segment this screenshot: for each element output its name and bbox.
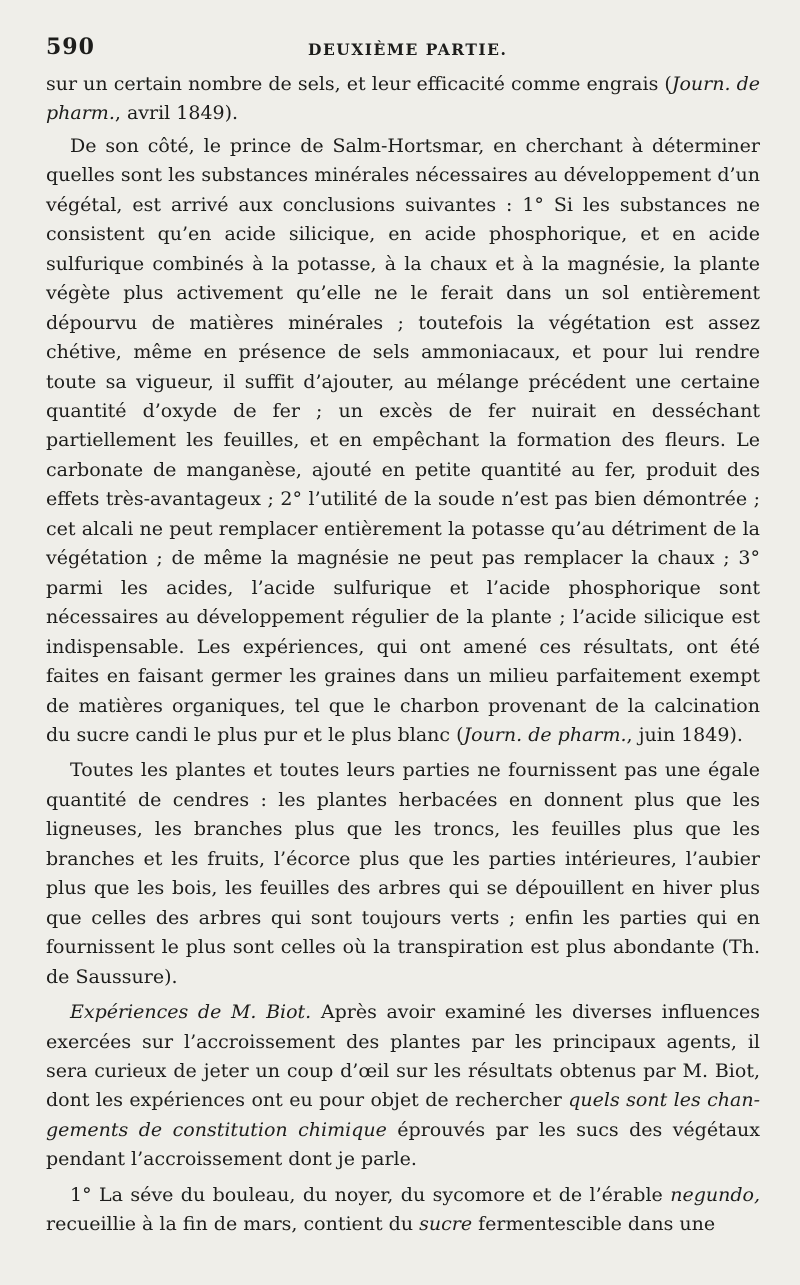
text-run: sur un certain nombre de sels, et leur efficacité comme engrais ( xyxy=(46,73,672,95)
paragraph-seve-bouleau xyxy=(46,1181,760,1240)
paragraph-salm-hortsmar xyxy=(46,132,760,751)
italic-text: sucre xyxy=(419,1213,473,1236)
text-run: Toutes les plantes et toutes leurs parties ne fournissent pas une égale quantité de cendres : les plantes herbacées en donnent plus que les ligneuses, les branches plus que les troncs, les feuilles plus que les branches et les fruits, l’écorce plus que les parties intérieures, l’aubier plus que les bois, les feuilles des arbres qui se dépouillent en hiver plus que celles des arbres qui sont toujours verts ; enfin les parties qui en fournissent le plus sont celles où la transpiration est plus abondante (Th. de Saussure). xyxy=(46,759,760,988)
text-run: fermentescible dans une xyxy=(472,1213,716,1236)
text-run: éprouvés par les sucs des végétaux pendant l’accroissement dont je parle. xyxy=(46,1118,760,1171)
page-header xyxy=(46,34,758,64)
italic-text: Journ. de pharm. xyxy=(46,73,760,125)
paragraph-experiences-biot xyxy=(46,998,760,1175)
body-text xyxy=(46,70,760,1240)
text-run: , avril 1849). xyxy=(114,102,239,125)
page-number: 590 xyxy=(46,34,95,60)
italic-text: Expériences de M. Biot. xyxy=(70,1001,312,1024)
italic-text: negundo, xyxy=(670,1183,760,1206)
running-title: DEUXIÈME PARTIE. xyxy=(308,40,508,59)
text-run: Après avoir examiné les diverses influences exercées sur l’accroissement des plantes par les principaux agents, il sera curieux de jeter un coup d’œil sur les résultats obtenus par M. Biot, dont les expériences ont eu pour objet de rechercher xyxy=(46,1001,760,1112)
text-run: , juin 1849). xyxy=(626,723,743,746)
paragraph-continuation xyxy=(46,70,760,129)
paragraph-cendres xyxy=(46,756,760,992)
text-run: De son côté, le prince de Salm-Hortsmar, en cherchant à déterminer quelles sont les substances minérales nécessaires au développement d’un végétal, est arrivé aux conclusions suivantes : 1° Si les substances ne consistent qu’en acide silicique, en acide phosphorique, et en acide sulfurique combinés à la potasse, à la chaux et à la magnésie, la plante végète plus activement qu’elle ne le ferait dans un sol entièrement dépourvu de matières minérales ; toutefois la végétation est assez chétive, même en présence de sels ammoniacaux, et pour lui rendre toute sa vigueur, il suffit d’ajouter, au mélange précédent une certaine quantité d’oxyde de fer ; un excès de fer nuirait en desséchant partiellement les feuilles, et en empêchant la formation des fleurs. Le carbonate de manganèse, ajouté en petite quantité au fer, produit des effets très-avantageux ; 2° l’utilité de la soude n’est pas bien démontrée ; cet alcali ne peut remplacer entièrement la potasse qu’au détriment de la végétation ; de même la magnésie ne peut pas remplacer la chaux ; 3° parmi les acides, l’acide sulfurique et l’acide phosphorique sont nécessaires au développement régulier de la plante ; l’acide silicique est indispensable. Les expériences, qui ont amené ces résultats, ont été faites en faisant germer les graines dans un milieu parfaitement exempt de matières organiques, tel que le charbon provenant de la calcination du sucre candi le plus pur et le plus blanc ( xyxy=(46,134,760,746)
text-run: recueillie à la fin de mars, contient du xyxy=(46,1213,420,1236)
italic-text: Journ. de pharm. xyxy=(463,723,627,746)
italic-text: quels sont les changements de constitution chimique xyxy=(46,1089,760,1141)
text-run: 1° La séve du bouleau, du noyer, du sycomore et de l’érable xyxy=(70,1183,671,1206)
